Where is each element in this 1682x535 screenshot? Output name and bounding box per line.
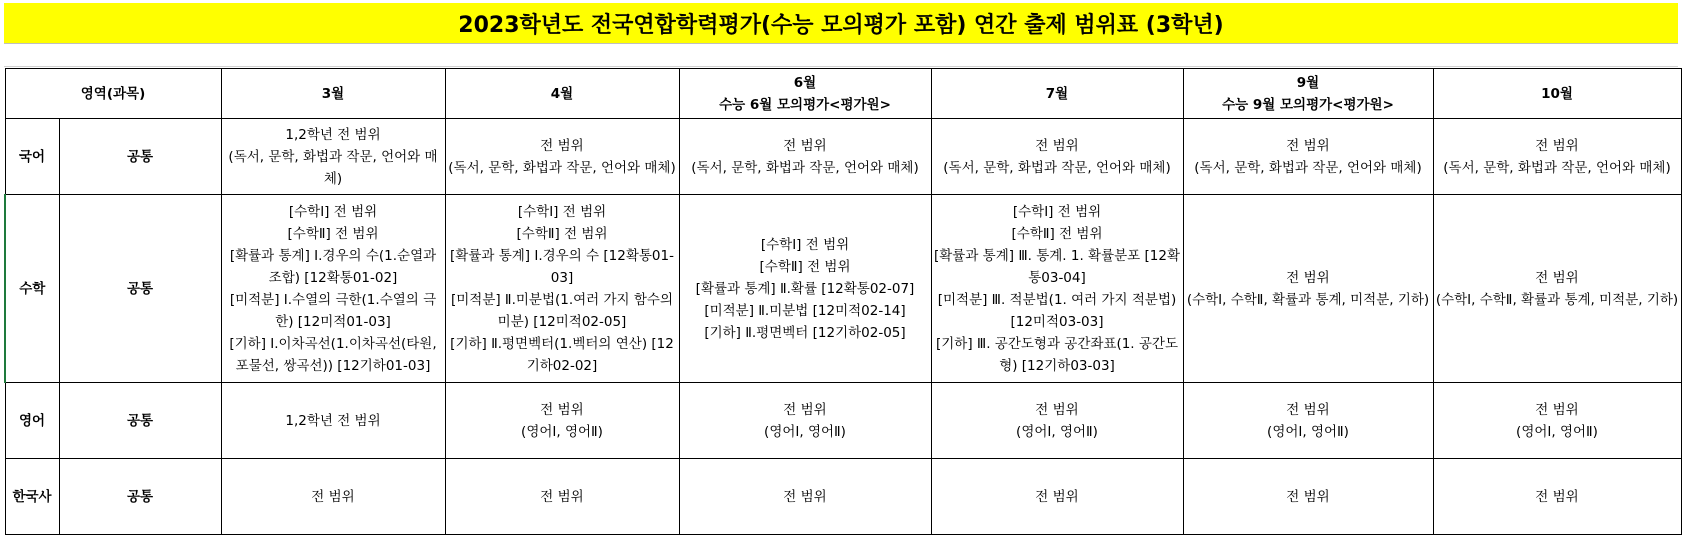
- header-month[interactable]: [1183, 69, 1433, 119]
- sheet-title[interactable]: 2023학년도 전국연합학력평가(수능 모의평가 포함) 연간 출제 범위표 (3학년): [4, 3, 1678, 44]
- header-month[interactable]: [445, 69, 679, 119]
- subject-cell[interactable]: 한국사: [5, 459, 59, 535]
- range-cell[interactable]: [221, 459, 445, 535]
- range-cell[interactable]: [1183, 119, 1433, 195]
- range-line: [수학Ⅱ] 전 범위: [516, 225, 608, 242]
- range-cell[interactable]: [679, 119, 931, 195]
- range-line: 전 범위: [783, 401, 827, 418]
- range-line: 전 범위: [1535, 401, 1579, 418]
- range-cell[interactable]: [679, 383, 931, 459]
- table-row: [5, 459, 1681, 535]
- range-line: 전 범위: [311, 488, 355, 505]
- header-month-line: 4월: [550, 85, 574, 102]
- subject-cell[interactable]: 국어: [5, 119, 59, 195]
- range-line: (수학Ⅰ, 수학Ⅱ, 확률과 통계, 미적분, 기하): [1186, 291, 1430, 308]
- range-line: (영어Ⅰ, 영어Ⅱ): [1516, 423, 1598, 440]
- range-line: [기하] Ⅱ.평면벡터(1.벡터의 연산) [12기하02-02]: [450, 335, 674, 374]
- header-month[interactable]: [221, 69, 445, 119]
- subject-cell[interactable]: 수학: [5, 195, 59, 383]
- range-cell[interactable]: [1183, 195, 1433, 383]
- header-month-line: 9월: [1296, 74, 1320, 91]
- range-line: [확률과 통계] Ⅱ.확률 [12확통02-07]: [695, 280, 915, 297]
- range-line: [수학Ⅱ] 전 범위: [287, 225, 379, 242]
- range-line: (영어Ⅰ, 영어Ⅱ): [521, 423, 603, 440]
- empty-row[interactable]: [4, 44, 1678, 67]
- range-cell[interactable]: [1433, 383, 1681, 459]
- range-line: (독서, 문학, 화법과 작문, 언어와 매체): [1194, 159, 1422, 176]
- range-line: (독서, 문학, 화법과 작문, 언어와 매체): [448, 159, 676, 176]
- range-line: [기하] Ⅰ.이차곡선(1.이차곡선(타원, 포물선, 쌍곡선)) [12기하01-03]: [229, 335, 437, 374]
- range-line: [수학Ⅰ] 전 범위: [288, 203, 378, 220]
- range-line: 전 범위: [783, 488, 827, 505]
- range-line: 전 범위: [1286, 401, 1330, 418]
- range-line: (수학Ⅰ, 수학Ⅱ, 확률과 통계, 미적분, 기하): [1435, 291, 1679, 308]
- range-cell[interactable]: [679, 459, 931, 535]
- range-line: [확률과 통계] Ⅰ.경우의 수 [12확통01-03]: [450, 247, 674, 286]
- range-cell[interactable]: [1183, 383, 1433, 459]
- range-cell[interactable]: [931, 459, 1183, 535]
- range-line: 전 범위: [540, 488, 584, 505]
- range-line: [미적분] Ⅱ.미분법 [12미적02-14]: [704, 302, 906, 319]
- range-line: [수학Ⅰ] 전 범위: [517, 203, 607, 220]
- range-cell[interactable]: [931, 383, 1183, 459]
- range-cell[interactable]: [1433, 195, 1681, 383]
- header-area[interactable]: 영역(과목): [5, 69, 221, 119]
- range-line: 전 범위: [1286, 137, 1330, 154]
- range-line: 전 범위: [1286, 269, 1330, 286]
- header-month-line: 6월: [793, 74, 817, 91]
- range-line: 전 범위: [1035, 488, 1079, 505]
- range-line: 전 범위: [540, 137, 584, 154]
- range-line: [수학Ⅰ] 전 범위: [1012, 203, 1102, 220]
- range-cell[interactable]: [679, 195, 931, 383]
- range-line: [미적분] Ⅰ.수열의 극한(1.수열의 극한) [12미적01-03]: [229, 291, 437, 330]
- range-line: (영어Ⅰ, 영어Ⅱ): [764, 423, 846, 440]
- table-row: [5, 119, 1681, 195]
- range-line: 전 범위: [540, 401, 584, 418]
- range-cell[interactable]: [445, 195, 679, 383]
- header-month-line: 3월: [321, 85, 345, 102]
- header-month-line: 수능 6월 모의평가<평가원>: [719, 96, 891, 113]
- range-line: (영어Ⅰ, 영어Ⅱ): [1267, 423, 1349, 440]
- header-month[interactable]: [679, 69, 931, 119]
- header-month-line: 10월: [1541, 85, 1573, 102]
- range-line: 1,2학년 전 범위: [285, 126, 381, 143]
- header-month[interactable]: [1433, 69, 1681, 119]
- header-month-line: 7월: [1045, 85, 1069, 102]
- range-line: (영어Ⅰ, 영어Ⅱ): [1016, 423, 1098, 440]
- header-row: [5, 69, 1681, 119]
- header-month-line: 수능 9월 모의평가<평가원>: [1222, 96, 1394, 113]
- range-cell[interactable]: [445, 383, 679, 459]
- range-line: (독서, 문학, 화법과 작문, 언어와 매체): [228, 148, 438, 187]
- subject-type-cell[interactable]: 공통: [59, 119, 221, 195]
- range-line: [수학Ⅱ] 전 범위: [1011, 225, 1103, 242]
- range-line: 전 범위: [1035, 401, 1079, 418]
- exam-range-table: [4, 68, 1682, 535]
- range-line: 전 범위: [1286, 488, 1330, 505]
- range-line: [미적분] Ⅱ.미분법(1.여러 가지 함수의 미분) [12미적02-05]: [450, 291, 674, 330]
- range-line: 전 범위: [1535, 137, 1579, 154]
- header-month[interactable]: [931, 69, 1183, 119]
- range-line: [수학Ⅱ] 전 범위: [759, 258, 851, 275]
- range-line: (독서, 문학, 화법과 작문, 언어와 매체): [1443, 159, 1671, 176]
- table-row: [5, 383, 1681, 459]
- range-line: 전 범위: [783, 137, 827, 154]
- range-cell[interactable]: [445, 459, 679, 535]
- range-cell[interactable]: [931, 119, 1183, 195]
- range-line: 전 범위: [1535, 269, 1579, 286]
- range-cell[interactable]: [1433, 459, 1681, 535]
- range-line: [수학Ⅰ] 전 범위: [760, 236, 850, 253]
- range-cell[interactable]: [221, 383, 445, 459]
- table-row: [5, 195, 1681, 383]
- subject-type-cell[interactable]: 공통: [59, 195, 221, 383]
- range-line: 전 범위: [1035, 137, 1079, 154]
- range-line: 전 범위: [1535, 488, 1579, 505]
- range-line: [기하] Ⅲ. 공간도형과 공간좌표(1. 공간도형) [12기하03-03]: [935, 335, 1179, 374]
- range-cell[interactable]: [931, 195, 1183, 383]
- subject-type-cell[interactable]: 공통: [59, 383, 221, 459]
- range-line: [확률과 통계] Ⅲ. 통계. 1. 확률분포 [12확통03-04]: [934, 247, 1180, 286]
- subject-cell[interactable]: 영어: [5, 383, 59, 459]
- range-cell[interactable]: [221, 195, 445, 383]
- range-line: [확률과 통계] Ⅰ.경우의 수(1.순열과 조합) [12확통01-02]: [229, 247, 437, 286]
- range-cell[interactable]: [1433, 119, 1681, 195]
- range-line: (독서, 문학, 화법과 작문, 언어와 매체): [943, 159, 1171, 176]
- range-cell[interactable]: [445, 119, 679, 195]
- subject-type-cell[interactable]: 공통: [59, 459, 221, 535]
- range-cell[interactable]: [221, 119, 445, 195]
- range-line: 1,2학년 전 범위: [285, 412, 381, 429]
- range-line: (독서, 문학, 화법과 작문, 언어와 매체): [691, 159, 919, 176]
- range-cell[interactable]: [1183, 459, 1433, 535]
- range-line: [기하] Ⅱ.평면벡터 [12기하02-05]: [704, 324, 906, 341]
- range-line: [미적분] Ⅲ. 적분법(1. 여러 가지 적분법) [12미적03-03]: [937, 291, 1177, 330]
